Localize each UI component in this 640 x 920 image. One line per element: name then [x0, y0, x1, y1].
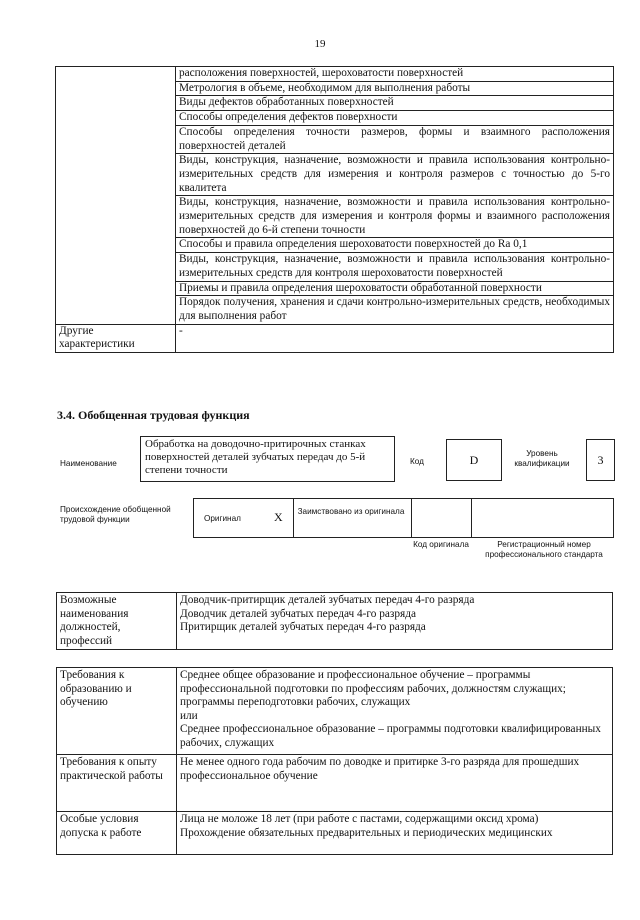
row-label — [56, 125, 176, 153]
level-value-box: 3 — [586, 439, 615, 481]
position-item: Доводчик-притирщик деталей зубчатых передач 4-го разряда — [180, 594, 475, 606]
special-line: Лица не моложе 18 лет (при работе с пастами, содержащими оксид хрома) — [180, 813, 539, 825]
name-label: Наименование — [60, 459, 117, 468]
original-cell — [193, 498, 294, 538]
positions-table — [56, 592, 613, 650]
row-text: Виды дефектов обработанных поверхностей — [176, 96, 614, 111]
origin-code-cell — [411, 498, 472, 538]
experience-label: Требования к опыту практической работы — [57, 755, 177, 812]
special-cell — [177, 812, 613, 855]
knowledge-row — [56, 253, 614, 281]
row-text: Виды, конструкция, назначение, возможности и правила использования контрольно-измерительных средств для измерения и контроля формы и взаимного расположения поверхностей до 6-й степени точности — [176, 196, 614, 238]
experience-text: Не менее одного года рабочим по доводке и притирке 3-го разряда для прошедших профессиональное обучение — [177, 755, 613, 812]
row-text: Виды, конструкция, назначение, возможности и правила использования контрольно-измерительных средств для измерения и контроля размеров с точностью до 5-го квалитета — [176, 154, 614, 196]
row-label — [56, 296, 176, 324]
borrowed-label: Заимствовано из оригинала — [297, 507, 405, 516]
knowledge-row — [56, 296, 614, 324]
function-name-box: Обработка на доводочно-притирочных станках поверхностей деталей зубчатых передач до 5-й степени точности — [140, 436, 395, 482]
row-label — [56, 238, 176, 253]
education-line: или — [180, 709, 198, 722]
knowledge-row — [56, 111, 614, 126]
row-text: Метрология в объеме, необходимом для выполнения работы — [176, 81, 614, 96]
row-label — [56, 253, 176, 281]
row-label — [56, 111, 176, 126]
requirements-table — [56, 667, 613, 855]
row-text: Способы определения дефектов поверхности — [176, 111, 614, 126]
row-label: Другие характеристики — [56, 324, 176, 352]
row-text: Порядок получения, хранения и сдачи контрольно-измерительных средств, необходимых для выполнения работ — [176, 296, 614, 324]
special-line: Прохождение обязательных предварительных и периодических медицинских — [180, 826, 553, 839]
row-text: Способы определения точности размеров, формы и взаимного расположения поверхностей деталей — [176, 125, 614, 153]
row-label — [56, 96, 176, 111]
code-value-box: D — [446, 439, 502, 481]
education-line: Среднее общее образование и профессиональное обучение – программы профессиональной подготовки по профессиям рабочих, должностям служащих; программы переподготовки рабочих, служащих — [180, 669, 566, 709]
row-text: расположения поверхностей, шероховатости поверхностей — [176, 67, 614, 82]
original-label: Оригинал — [204, 514, 241, 523]
row-label — [56, 81, 176, 96]
knowledge-row — [56, 324, 614, 352]
row-label — [56, 196, 176, 238]
original-mark: X — [274, 510, 283, 524]
knowledge-row — [56, 238, 614, 253]
knowledge-row — [56, 125, 614, 153]
special-label: Особые условия допуска к работе — [57, 812, 177, 855]
education-label: Требования к образованию и обучению — [57, 668, 177, 755]
row-text: - — [176, 324, 614, 352]
origin-label: Происхождение обобщенной трудовой функции — [60, 505, 171, 524]
level-label: Уровень квалификации — [514, 449, 570, 468]
code-label: Код — [410, 457, 424, 466]
row-text: Способы и правила определения шероховатости поверхностей до Ra 0,1 — [176, 238, 614, 253]
education-cell — [177, 668, 613, 755]
education-line: Среднее профессиональное образование – программы подготовки квалифицированных рабочих, служащих — [180, 723, 601, 749]
row-label — [56, 154, 176, 196]
row-text: Виды, конструкция, назначение, возможности и правила использования контрольно-измерительных средств для контроля шероховатости поверхностей — [176, 253, 614, 281]
reg-number-cell — [471, 498, 614, 538]
section-title: 3.4. Обобщенная трудовая функция — [57, 408, 250, 422]
positions-label: Возможные наименования должностей, профессий — [57, 593, 177, 650]
page-number: 19 — [314, 38, 326, 50]
row-label — [56, 281, 176, 296]
row-text: Приемы и правила определения шероховатости обработанной поверхности — [176, 281, 614, 296]
knowledge-row — [56, 196, 614, 238]
knowledge-row — [56, 281, 614, 296]
knowledge-row — [56, 154, 614, 196]
row-label — [56, 67, 176, 82]
position-item: Притирщик деталей зубчатых передач 4-го разряда — [180, 621, 426, 634]
origin-code-caption: Код оригинала — [413, 540, 469, 549]
knowledge-row — [56, 81, 614, 96]
position-item: Доводчик деталей зубчатых передач 4-го разряда — [180, 607, 416, 620]
knowledge-table — [55, 66, 614, 353]
knowledge-row — [56, 96, 614, 111]
positions-cell — [177, 593, 613, 650]
knowledge-row — [56, 67, 614, 82]
borrowed-cell — [293, 498, 412, 538]
reg-number-caption: Регистрационный номер профессионального стандарта — [485, 540, 603, 559]
origin-row — [193, 498, 614, 538]
